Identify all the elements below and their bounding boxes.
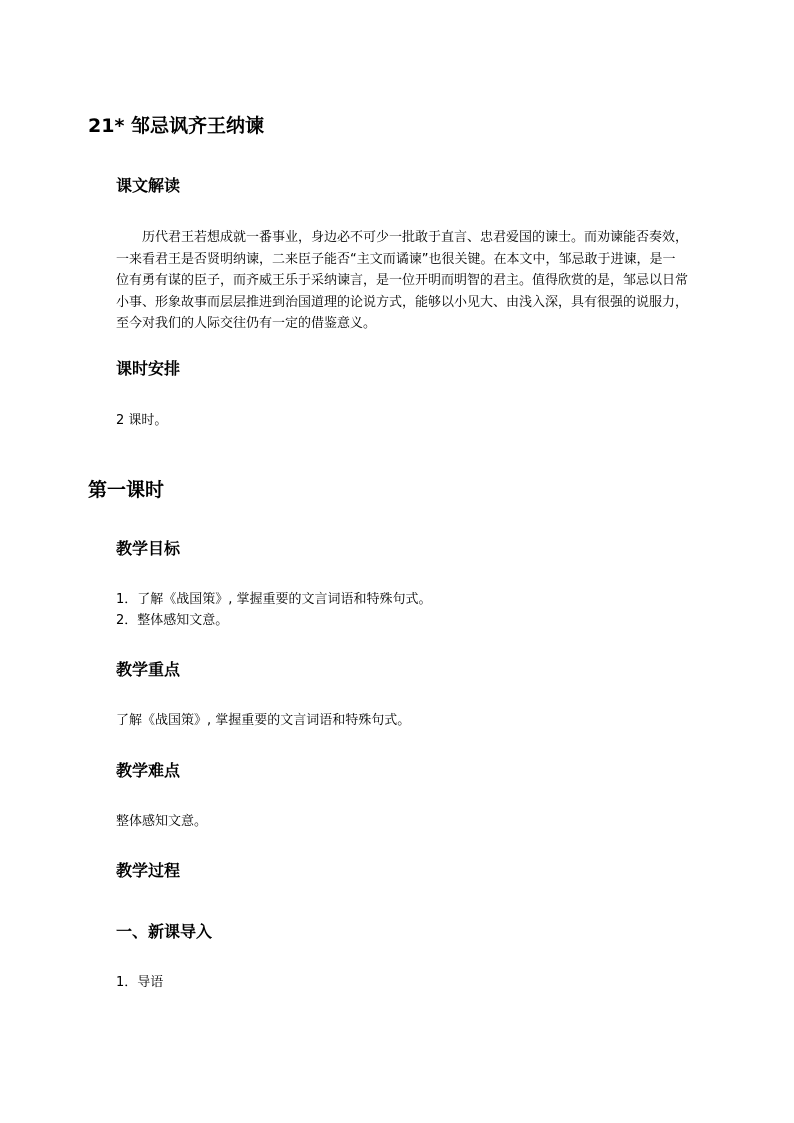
heading-difficulties: 教学难点: [116, 761, 181, 780]
paragraph-line: 历代君王若想成就一番事业，身边必不可少一批敢于直言、忠君爱国的谏士。而劝谏能否奏效，: [142, 230, 689, 245]
paragraph-line: 位有勇有谋的臣子，而齐威王乐于采纳谏言，是一位开明而明智的君主。值得欣赏的是，邹忌以日常: [116, 273, 689, 288]
schedule-text: 2 课时。: [116, 413, 168, 428]
heading-teaching-goals: 教学目标: [116, 539, 181, 558]
heading-interpretation: 课文解读: [116, 176, 181, 195]
heading-teaching-process: 教学过程: [116, 861, 181, 880]
heading-lesson-one: 第一课时: [88, 479, 165, 501]
heading-new-lesson-intro: 一、新课导入: [116, 922, 213, 941]
intro-item-1: 1．导语: [116, 975, 164, 990]
difficulties-text: 整体感知文意。: [116, 814, 208, 829]
lesson-title: 21* 邹忌讽齐王纳谏: [88, 115, 264, 137]
heading-key-points: 教学重点: [116, 660, 181, 679]
paragraph-line: 一来看君王是否贤明纳谏，二来臣子能否“主文而谲谏”也很关键。在本文中，邹忌敢于进谏，是一: [116, 251, 676, 267]
goal-item-1: 1．了解《战国策》, 掌握重要的文言词语和特殊句式。: [116, 592, 432, 607]
heading-schedule: 课时安排: [116, 359, 181, 378]
paragraph-line: 小事、形象故事而层层推进到治国道理的论说方式，能够以小见大、由浅入深，具有很强的说服力，: [116, 294, 689, 310]
goal-item-2: 2．整体感知文意。: [116, 613, 229, 628]
key-points-text: 了解《战国策》, 掌握重要的文言词语和特殊句式。: [116, 713, 411, 728]
interpretation-paragraph: [116, 227, 706, 335]
paragraph-line: 至今对我们的人际交往仍有一定的借鉴意义。: [116, 316, 377, 331]
